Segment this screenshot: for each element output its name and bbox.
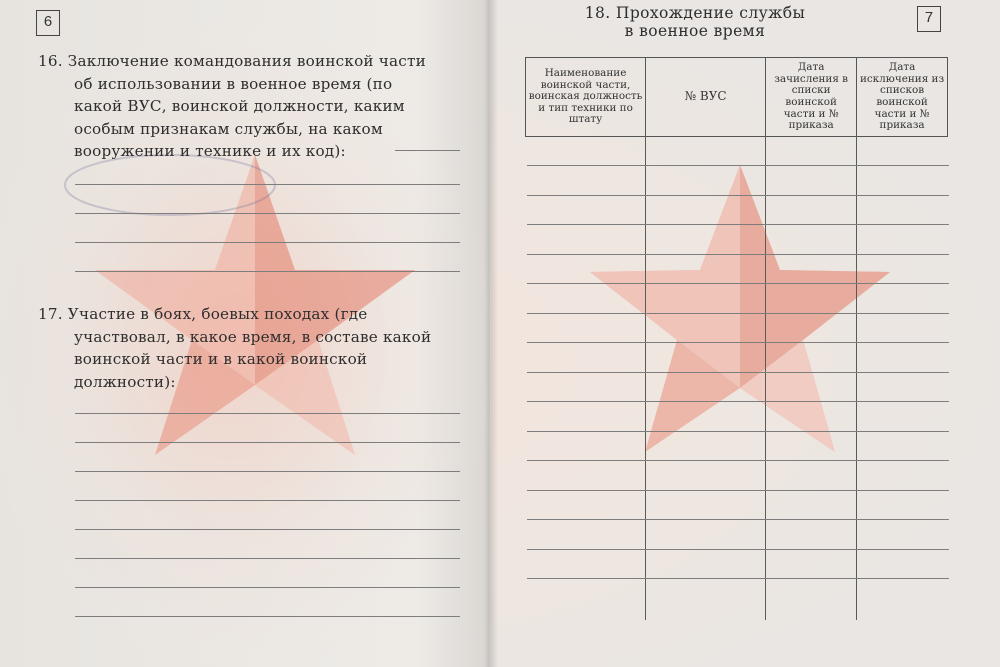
table-row-line <box>527 549 949 550</box>
heading-line-1: 18. Прохождение службы <box>584 4 806 22</box>
table-row-line <box>527 490 949 491</box>
section-17-line: должности): <box>74 372 176 391</box>
section-16-line: об использовании в военное время (по <box>74 74 393 93</box>
table-row-line <box>527 254 949 255</box>
section-17-line: участвовал, в какое время, в составе какой <box>74 327 432 346</box>
header-unit-name: Наименование воинской части, воинская должность и тип техники по штату <box>526 58 646 137</box>
section-16-line: 16. Заключение командования воинской части <box>38 52 426 70</box>
table-row-line <box>527 372 949 373</box>
table-column-line <box>856 136 857 620</box>
header-exclusion-date: Дата исключения из списков воинской части и № приказа <box>857 58 948 137</box>
page-number-left: 6 <box>36 10 60 36</box>
table-row-line <box>527 578 949 579</box>
section-16-line: особым признакам службы, на каком <box>74 119 383 138</box>
table-row-line <box>527 195 949 196</box>
heading-line-2: в военное время <box>624 22 766 40</box>
table-row-line <box>527 342 949 343</box>
table-row-line <box>527 519 949 520</box>
page-number-right: 7 <box>917 6 941 32</box>
table-row-line <box>527 283 949 284</box>
table-row-line <box>527 460 949 461</box>
table-row-line <box>527 313 949 314</box>
service-table-header-row <box>526 58 948 137</box>
section-16-line: какой ВУС, воинской должности, каким <box>74 97 405 115</box>
table-row-line <box>527 431 949 432</box>
table-row-line <box>527 224 949 225</box>
section-17-line: 17. Участие в боях, боевых походах (где <box>38 305 368 323</box>
red-star-watermark-right <box>585 160 895 460</box>
table-column-line <box>645 136 646 620</box>
header-vus-number: № ВУС <box>646 58 766 137</box>
section-17-line: воинской части и в какой воинской <box>74 350 368 368</box>
table-row-line <box>527 401 949 402</box>
table-row-line <box>527 165 949 166</box>
section-18-heading <box>505 4 885 40</box>
service-table <box>525 57 948 137</box>
header-enlistment-date: Дата зачисления в списки воинской части и № приказа <box>766 58 857 137</box>
table-column-line <box>765 136 766 620</box>
section-16-line: вооружении и технике и их код): <box>74 142 346 160</box>
